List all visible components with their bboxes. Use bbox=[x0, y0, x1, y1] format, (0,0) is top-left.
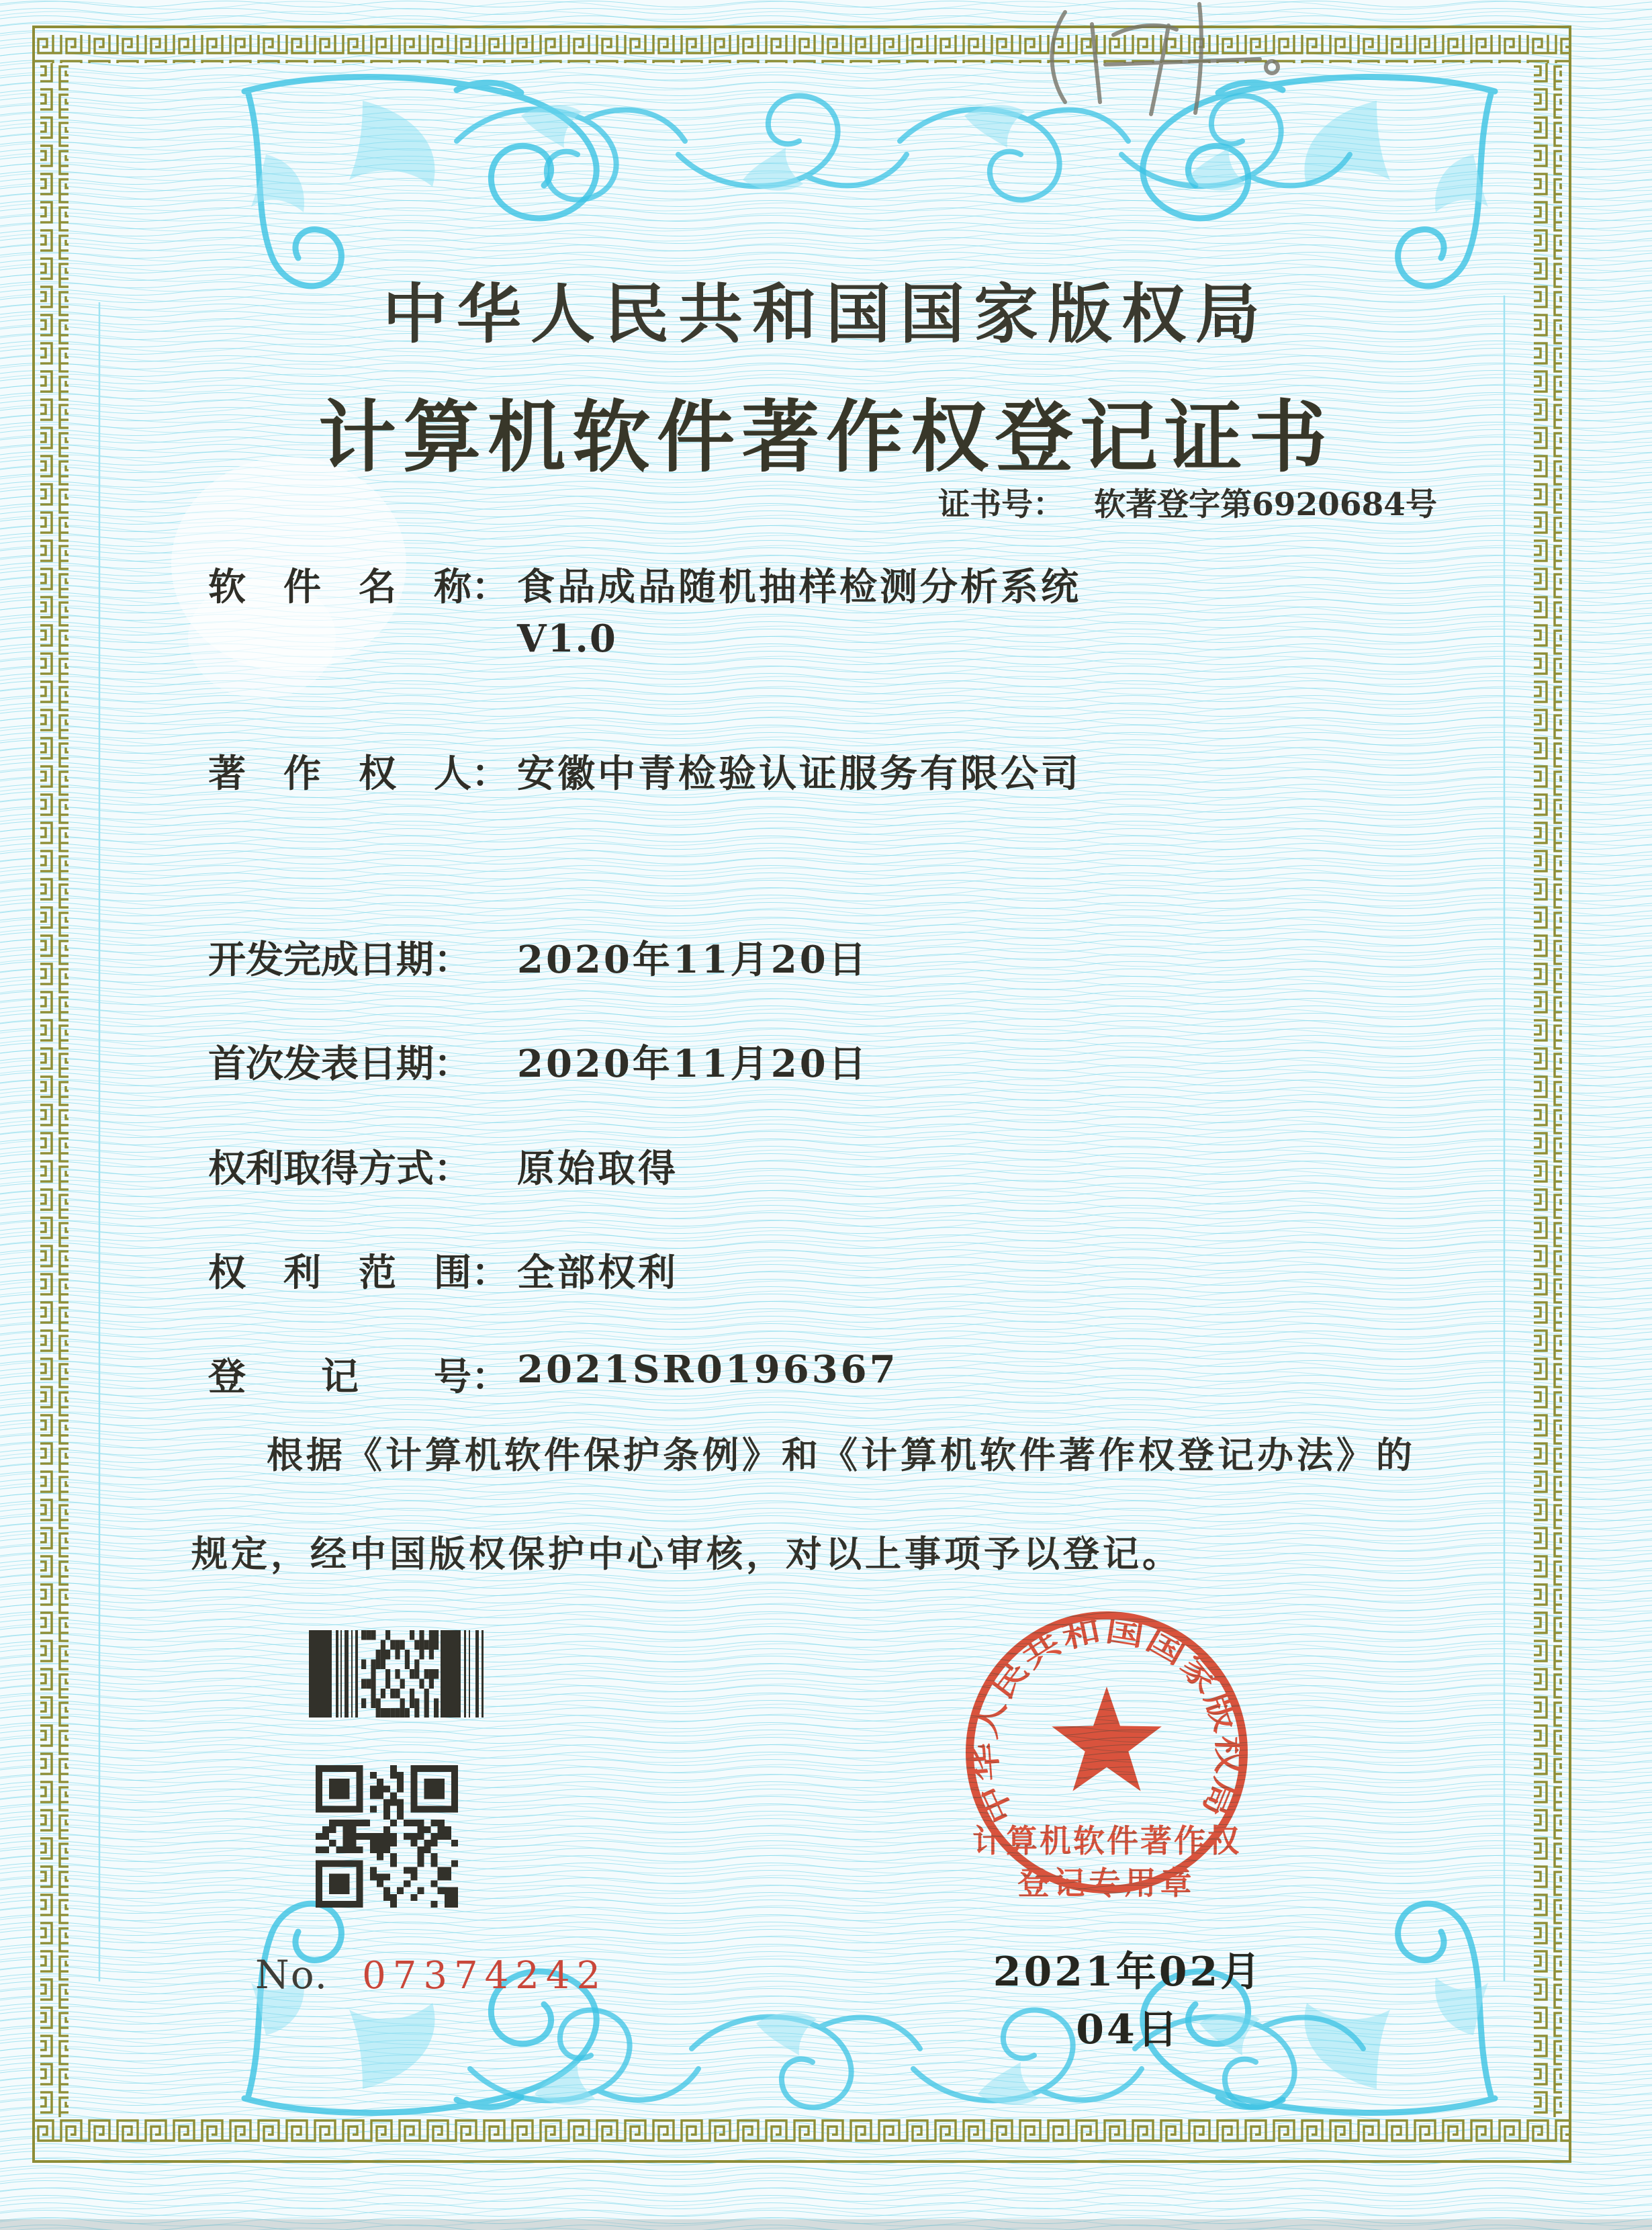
copyright-owner-label: 著 作 权 人： bbox=[208, 752, 509, 796]
qr-code bbox=[316, 1765, 458, 1908]
certificate-title: 计算机软件著作权登记证书 bbox=[318, 392, 1334, 483]
registration-number-label: 登 记 号： bbox=[208, 1355, 509, 1399]
acquisition-method-label: 权利取得方式： bbox=[208, 1147, 471, 1191]
rights-scope-label: 权 利 范 围： bbox=[208, 1251, 509, 1295]
software-version: V1.0 bbox=[517, 617, 617, 661]
field-row-acquisition-method bbox=[208, 1139, 678, 1193]
seal-ring-text: 中华人民共和国国家版权局 bbox=[966, 1611, 1247, 1829]
field-row-copyright-owner bbox=[208, 744, 1081, 798]
software-name-value: 食品成品随机抽样检测分析系统 bbox=[517, 565, 1081, 609]
seal-star-icon bbox=[1052, 1687, 1162, 1791]
serial-number-row bbox=[255, 1952, 607, 1998]
completion-date-label: 开发完成日期： bbox=[208, 938, 471, 982]
first-publication-date-value: 2020年11月20日 bbox=[517, 1042, 869, 1086]
authority-title: 中华人民共和国国家版权局 bbox=[383, 276, 1269, 352]
completion-date-value: 2020年11月20日 bbox=[517, 938, 869, 982]
copyright-owner-value: 安徽中青检验认证服务有限公司 bbox=[517, 752, 1081, 796]
rights-scope-value: 全部权利 bbox=[517, 1251, 678, 1295]
field-row-rights-scope bbox=[208, 1243, 678, 1297]
handwritten-note bbox=[1001, 0, 1289, 121]
statement-line-1: 根据《计算机软件保护条例》和《计算机软件著作权登记办法》的 bbox=[267, 1433, 1416, 1476]
field-row-completion-date bbox=[208, 930, 869, 984]
certificate-number-value: 软著登字第6920684号 bbox=[1094, 486, 1437, 523]
seal-line-2: 登记专用章 bbox=[1017, 1865, 1196, 1902]
scan-edge-shadow bbox=[0, 2219, 1652, 2230]
certificate-number-label: 证书号： bbox=[938, 486, 1065, 523]
serial-prefix: No. bbox=[255, 1952, 329, 1998]
field-row-registration-number bbox=[208, 1347, 899, 1401]
barcode bbox=[309, 1630, 487, 1718]
issue-date: 2021年02月04日 bbox=[993, 1949, 1264, 2053]
acquisition-method-value: 原始取得 bbox=[517, 1147, 678, 1191]
official-seal bbox=[946, 1589, 1268, 1924]
certificate-number bbox=[938, 480, 1437, 525]
field-row-software-name bbox=[208, 558, 1081, 611]
first-publication-date-label: 首次发表日期： bbox=[208, 1042, 471, 1086]
seal-line-1: 计算机软件著作权 bbox=[972, 1823, 1241, 1860]
serial-number: 07374242 bbox=[362, 1954, 608, 1998]
software-name-label: 软 件 名 称： bbox=[208, 565, 509, 609]
field-row-first-publication-date bbox=[208, 1034, 869, 1088]
statement-line-2: 规定，经中国版权保护中心审核，对以上事项予以登记。 bbox=[191, 1532, 1182, 1575]
registration-number-value: 2021SR0196367 bbox=[517, 1347, 899, 1392]
